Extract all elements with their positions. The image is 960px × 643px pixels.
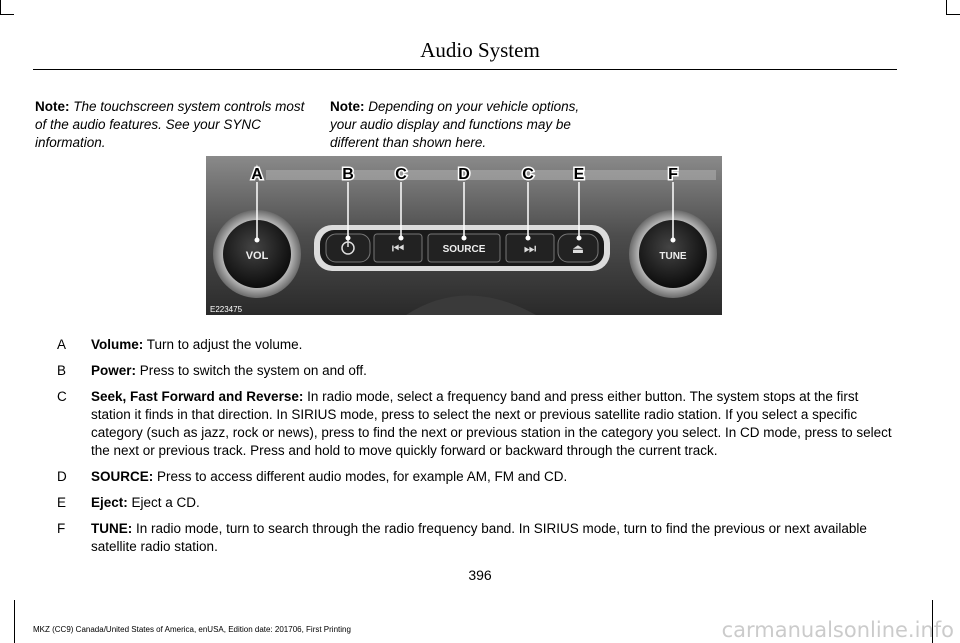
callout-d: D	[458, 166, 470, 183]
legend-text: In radio mode, select a frequency band and press either button. The system stops at the first station it finds in that direction. In SIRIUS mode, press to select the next or previous satellite radio station. If you select a specific category (such as jazz, rock or news), press to find the next or previous station in the category you select. In CD mode, press to select the next or previous track. Press and hold to move quickly forward or backward through the current track.	[91, 389, 892, 458]
callout-a: A	[251, 166, 263, 183]
callout-e: E	[573, 166, 585, 183]
header-divider	[33, 69, 897, 70]
legend-text: Press to switch the system on and off.	[139, 363, 367, 378]
note-label: Note:	[35, 99, 70, 114]
callout-c: C	[522, 166, 534, 183]
callout-f: F	[668, 166, 678, 183]
legend-label: Seek, Fast Forward and Reverse:	[91, 389, 304, 404]
callout-b: B	[342, 166, 354, 183]
crop-mark	[0, 0, 1, 14]
crop-mark	[14, 600, 15, 643]
tune-knob-label: TUNE	[659, 251, 687, 262]
crop-mark	[0, 14, 14, 15]
page-number: 396	[468, 567, 492, 583]
note-options	[330, 98, 600, 152]
legend-item	[35, 362, 895, 380]
legend-label: SOURCE:	[91, 469, 154, 484]
legend-item	[35, 336, 895, 354]
callout-legend	[35, 336, 895, 564]
legend-item	[35, 520, 895, 556]
svg-text:⏏: ⏏	[571, 242, 585, 257]
page-title: Audio System	[420, 38, 540, 62]
legend-letter: F	[57, 521, 66, 536]
legend-letter: B	[57, 363, 67, 378]
crop-mark	[946, 0, 947, 14]
audio-unit-illustration	[206, 156, 722, 315]
vol-knob-label: VOL	[245, 250, 269, 262]
legend-letter: D	[57, 469, 67, 484]
legend-item	[35, 388, 895, 460]
crop-mark	[946, 14, 960, 15]
note-touchscreen	[35, 98, 315, 152]
legend-text: In radio mode, turn to search through the radio frequency band. In SIRIUS mode, turn to find the previous or next available satellite radio station.	[91, 521, 867, 554]
legend-text: Turn to adjust the volume.	[146, 337, 303, 352]
legend-letter: E	[57, 495, 67, 510]
footer-edition-info: MKZ (CC9) Canada/United States of America, enUSA, Edition date: 201706, First Printing	[33, 625, 351, 634]
note-text: Depending on your vehicle options, your audio display and functions may be different than shown here.	[330, 99, 580, 150]
note-label: Note:	[330, 99, 365, 114]
svg-text:⏭: ⏭	[523, 241, 537, 257]
legend-item	[35, 494, 895, 512]
source-button-label: SOURCE	[442, 244, 486, 255]
watermark: carmanualsonline.info	[721, 618, 954, 642]
legend-letter: C	[57, 389, 67, 404]
legend-letter: A	[57, 337, 67, 352]
legend-label: Power:	[91, 363, 137, 378]
svg-text:⏮: ⏮	[391, 241, 405, 257]
legend-item	[35, 468, 895, 486]
legend-label: Volume:	[91, 337, 144, 352]
legend-label: TUNE:	[91, 521, 133, 536]
legend-label: Eject:	[91, 495, 128, 510]
note-text: The touchscreen system controls most of the audio features. See your SYNC information.	[35, 99, 305, 150]
figure-id: E223475	[210, 305, 243, 314]
audio-unit-figure	[206, 156, 722, 315]
legend-text: Eject a CD.	[131, 495, 200, 510]
legend-text: Press to access different audio modes, for example AM, FM and CD.	[157, 469, 568, 484]
callout-c: C	[395, 166, 407, 183]
